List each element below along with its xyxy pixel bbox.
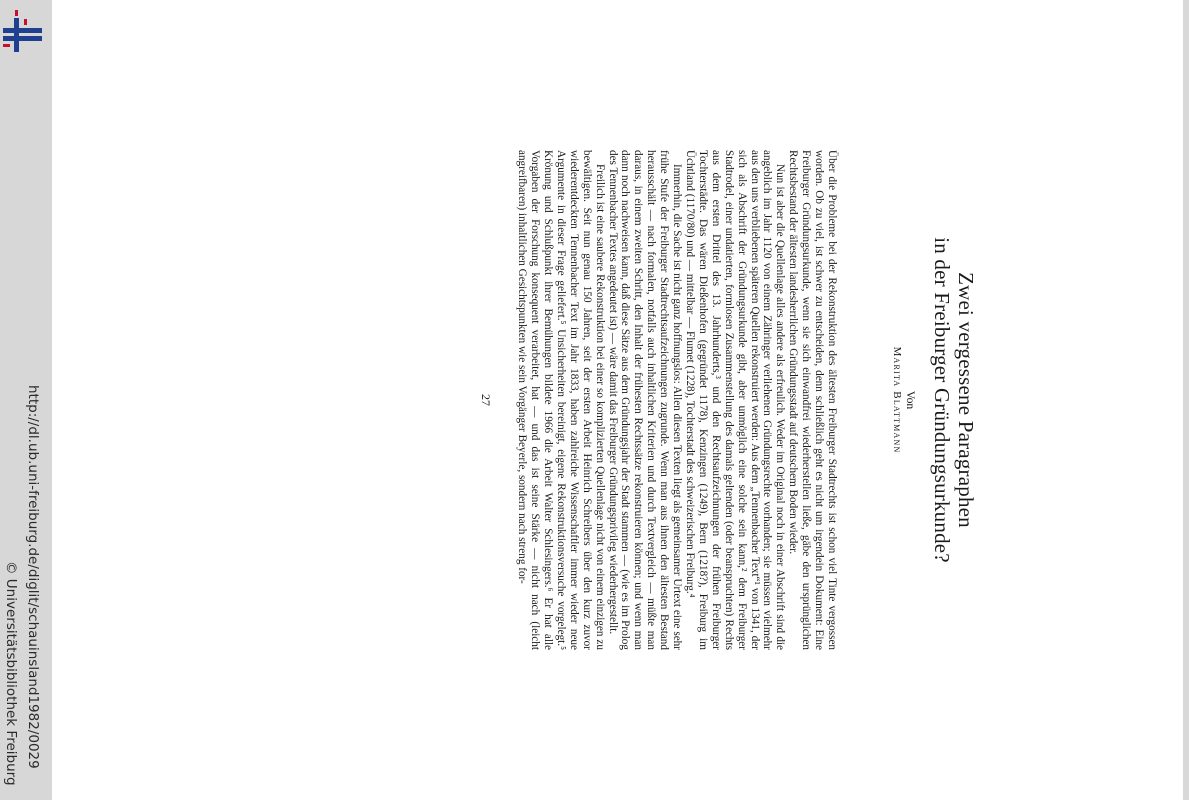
scanned-page [288, 150, 978, 650]
article-title-line-1: Zwei vergessene Paragraphen [954, 272, 978, 528]
source-url[interactable]: http://dl.ub.uni-freiburg.de/diglit/schauinsland1982/0029 [25, 385, 41, 769]
body-paragraph: Über die Probleme bei der Rekonstruktion des ältesten Freiburger Stadtrechts ist schon viel Tinte vergossen worden. Ob zu viel, ist schwer zu entscheiden, denn schließlich geht es nicht um irgendein Dokument: Eine Freiburger Gründungsurkunde, wenn sie sich einwandfrei wiederherstellen ließe, gäbe den ursprünglichen Rechtsbestand der ältesten landesherrlichen Gründungsstadt auf deutschem Boden wieder. [787, 150, 838, 650]
article-title-line-2: in der Freiburger Gründungsurkunde? [930, 237, 954, 563]
body-paragraph: Freilich ist eine saubere Rekonstruktion bei einer so komplizierten Quellenlage nicht von einem einzigen zu bewältigen. Seit nun genau 150 Jahren, seit der ersten Arbeit Heinrich Schreibers über den kurz zuvor wiederentdeckten Tennenbacher Text im Jahr 1833, haben zahlreiche Wissenschaftler immer wieder neue Argumente in dieser Frage geliefert.⁵ Unsicherheiten bereinigt, eigene Rekonstruktionsversuche vorgelegt.⁵ Krönung und Schlußpunkt ihrer Bemühungen bildete 1966 die Arbeit Walter Schlesingers.⁶ Er hat alle Vorgaben der Forschung konsequent verarbeitet, hat — und das ist seine Stärke — nicht nach (leicht angreifbaren) inhaltlichen Gesichtspunkten wie sein Vorgänger Beyerle, sondern nach streng for- [516, 150, 606, 650]
body-paragraph: Nun ist aber die Quellenlage alles andere als erfreulich. Weder im Original noch in einer Abschrift sind die angeblich im Jahr 1120 von einem Zähringer verliehenen Gründungsrechte vorhanden; sie müssen vielmehr aus den uns verbliebenen späteren Quellen rekonstruiert werden: Aus dem „Tennenbacher Text“¹ von 1341, der sich als Abschrift der Gründungsurkunde gibt, aber unmöglich eine solche sein kann,² dem Freiburger Stadtrodel, einer undatierten, formlosen Zusammenstellung des damals geltenden (oder beanspruchten) Rechts aus dem ersten Drittel des 13. Jahrhunderts,³ und den Rechtsaufzeichnungen der frühen Freiburger Tochterstädte. Das wären Dießenhofen (gegründet 1178), Kenzingen (1249), Bern (1218?), Freiburg im Üchtland (1170/80) und — mittelbar — Flumet (1228), Tochterstadt des schweizerischen Freiburg.⁴ [684, 150, 787, 650]
author-name: Marita Blattmann [891, 346, 903, 454]
page-number: 27 [479, 394, 493, 406]
byline-von: Von [904, 390, 916, 410]
viewer-sidebar [0, 0, 52, 800]
article-body [515, 150, 838, 650]
scroll-edge [1183, 0, 1189, 800]
copyright-notice: © Universitätsbibliothek Freiburg [3, 561, 19, 786]
body-paragraph: Immerhin, die Sache ist nicht ganz hoffnungslos: Allen diesen Texten liegt als gemeinsamer Urtext eine sehr frühe Stufe der Freiburger Stadtrechtsaufzeichnungen zugrunde. Wenn man aus ihnen den ältesten Bestand herausschält — nach formalen, notfalls auch inhaltlichen Kriterien und durch Textvergleich — müßte man daraus, in einem zweiten Schritt, den Inhalt der frühesten Rechtssätze rekonstruieren können; und wenn man dann noch nachweisen kann, daß diese Sätze aus dem Gründungsjahr der Stadt stammen — (wie es im Prolog des Tennenbacher Textes angedeutet ist) — wäre damit das Freiburger Gründungsprivileg wiederhergestellt. [606, 150, 684, 650]
article-header [890, 150, 978, 650]
